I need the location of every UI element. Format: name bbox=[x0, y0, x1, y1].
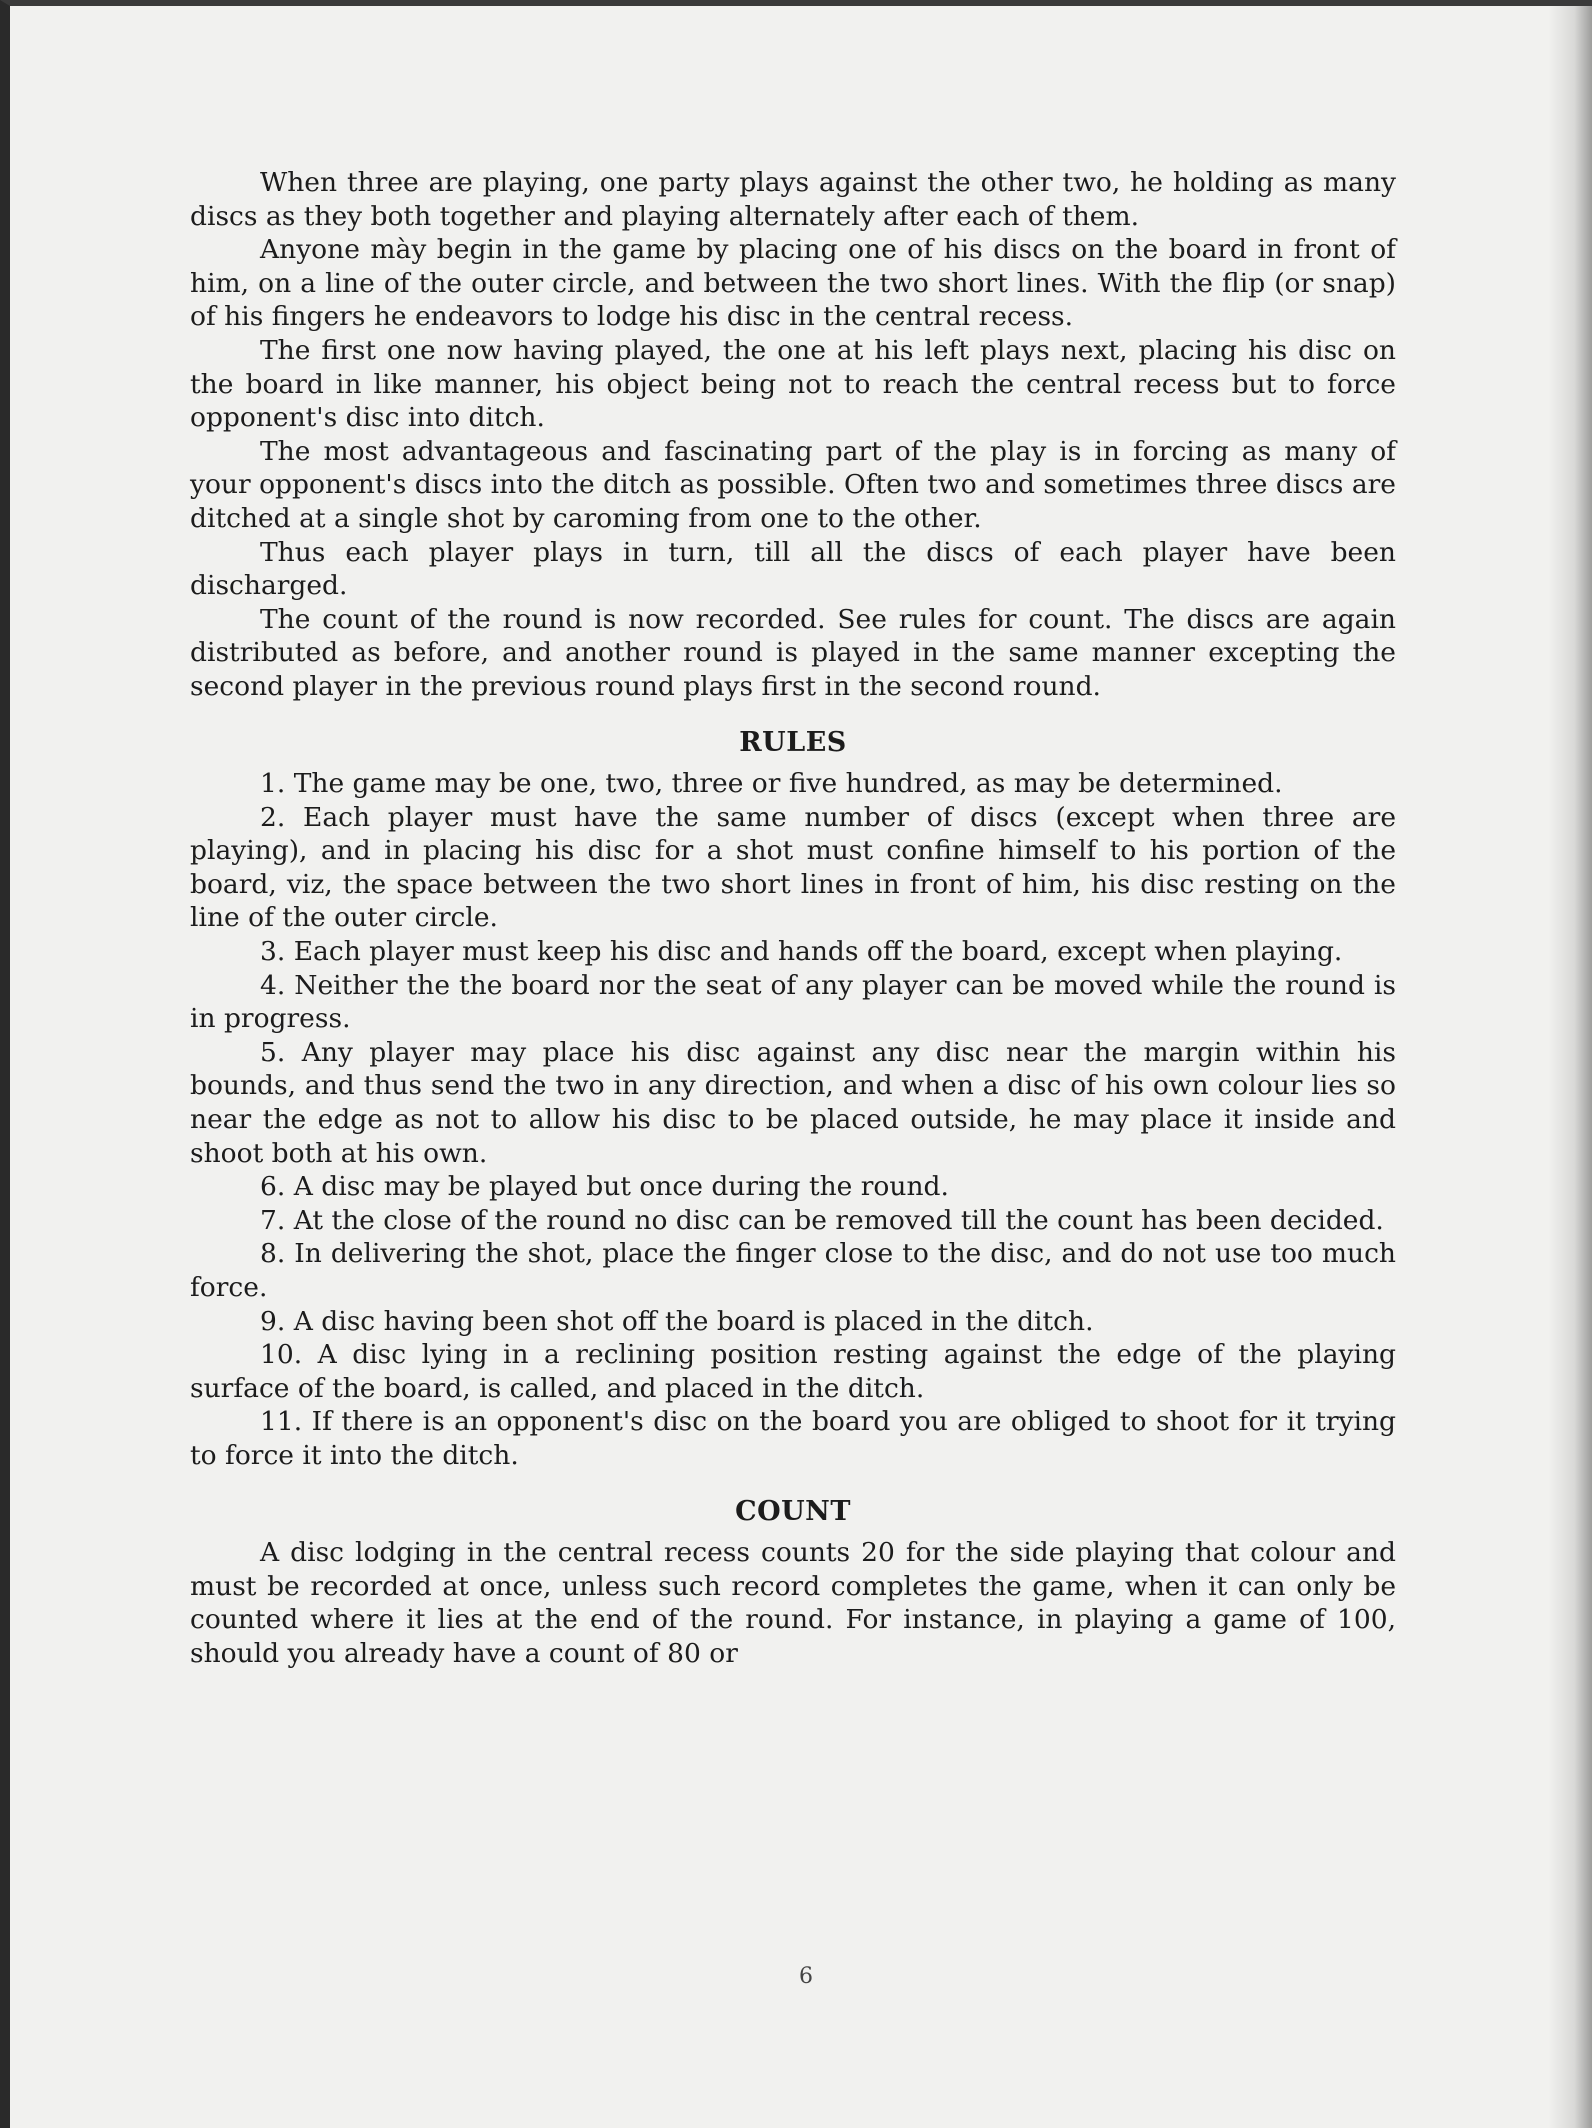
rule-9: 9. A disc having been shot off the board is placed in the ditch. bbox=[260, 1305, 1094, 1337]
intro-paragraph-4: The most advantageous and fascinating part of the play is in forcing as many of your opponent's discs into the ditch as possible. Often two and sometimes three discs are ditched at a single shot by caroming from one to the other. bbox=[190, 435, 1396, 534]
rule-4: 4. Neither the the board nor the seat of any player can be moved while the round is in progress. bbox=[190, 969, 1396, 1035]
intro-paragraph-2: Anyone mày begin in the game by placing one of his discs on the board in front of him, on a line of the outer circle, and between the two short lines. With the flip (or snap) of his fingers he endeavors to lodge his disc in the central recess. bbox=[190, 234, 1396, 333]
rules-heading: RULES bbox=[739, 726, 847, 758]
page-text bbox=[190, 166, 1396, 1671]
rule-10: 10. A disc lying in a reclining position resting against the edge of the playing surface of the board, is called, and placed in the ditch. bbox=[190, 1339, 1396, 1404]
intro-paragraph-3: The first one now having played, the one at his left plays next, placing his disc on the board in like manner, his object being not to reach the central recess but to force opponent's disc into ditch. bbox=[190, 334, 1396, 434]
intro-paragraph-5: Thus each player plays in turn, till all the discs of each player have been discharged. bbox=[190, 536, 1396, 602]
rule-2: 2. Each player must have the same number of discs (except when three are playing), and in placing his disc for a shot must confine himself to his portion of the board, viz, the space between the two short lines in front of him, his disc resting on the line of the outer circle. bbox=[190, 801, 1396, 934]
page-number: 6 bbox=[799, 1964, 813, 1989]
count-heading: COUNT bbox=[735, 1495, 851, 1527]
rule-8: 8. In delivering the shot, place the finger close to the disc, and do not use too much force. bbox=[190, 1238, 1396, 1303]
rule-7: 7. At the close of the round no disc can be removed till the count has been decided. bbox=[260, 1204, 1384, 1236]
rule-11: 11. If there is an opponent's disc on the board you are obliged to shoot for it trying to force it into the ditch. bbox=[190, 1406, 1396, 1471]
rule-5: 5. Any player may place his disc against any disc near the margin within his bounds, and thus send the two in any direction, and when a disc of his own colour lies so near the edge as not to allow his disc to be placed outside, he may place it inside and shoot both at his own. bbox=[190, 1036, 1396, 1169]
count-paragraph-1: A disc lodging in the central recess counts 20 for the side playing that colour and must be recorded at once, unless such record completes the game, when it can only be counted where it lies at the end of the round. For instance, in playing a game of 100, should you already have a count of 80 or bbox=[190, 1537, 1396, 1669]
intro-paragraph-1: When three are playing, one party plays against the other two, he holding as many discs as they both together and playing alternately after each of them. bbox=[190, 167, 1396, 232]
rule-6: 6. A disc may be played but once during the round. bbox=[260, 1171, 949, 1203]
rule-3: 3. Each player must keep his disc and hands off the board, except when playing. bbox=[260, 936, 1343, 968]
intro-paragraph-6: The count of the round is now recorded. See rules for count. The discs are again distributed as before, and another round is played in the same manner excepting the second player in the previous round plays first in the second round. bbox=[190, 603, 1396, 702]
rule-1: 1. The game may be one, two, three or five hundred, as may be determined. bbox=[260, 768, 1283, 800]
